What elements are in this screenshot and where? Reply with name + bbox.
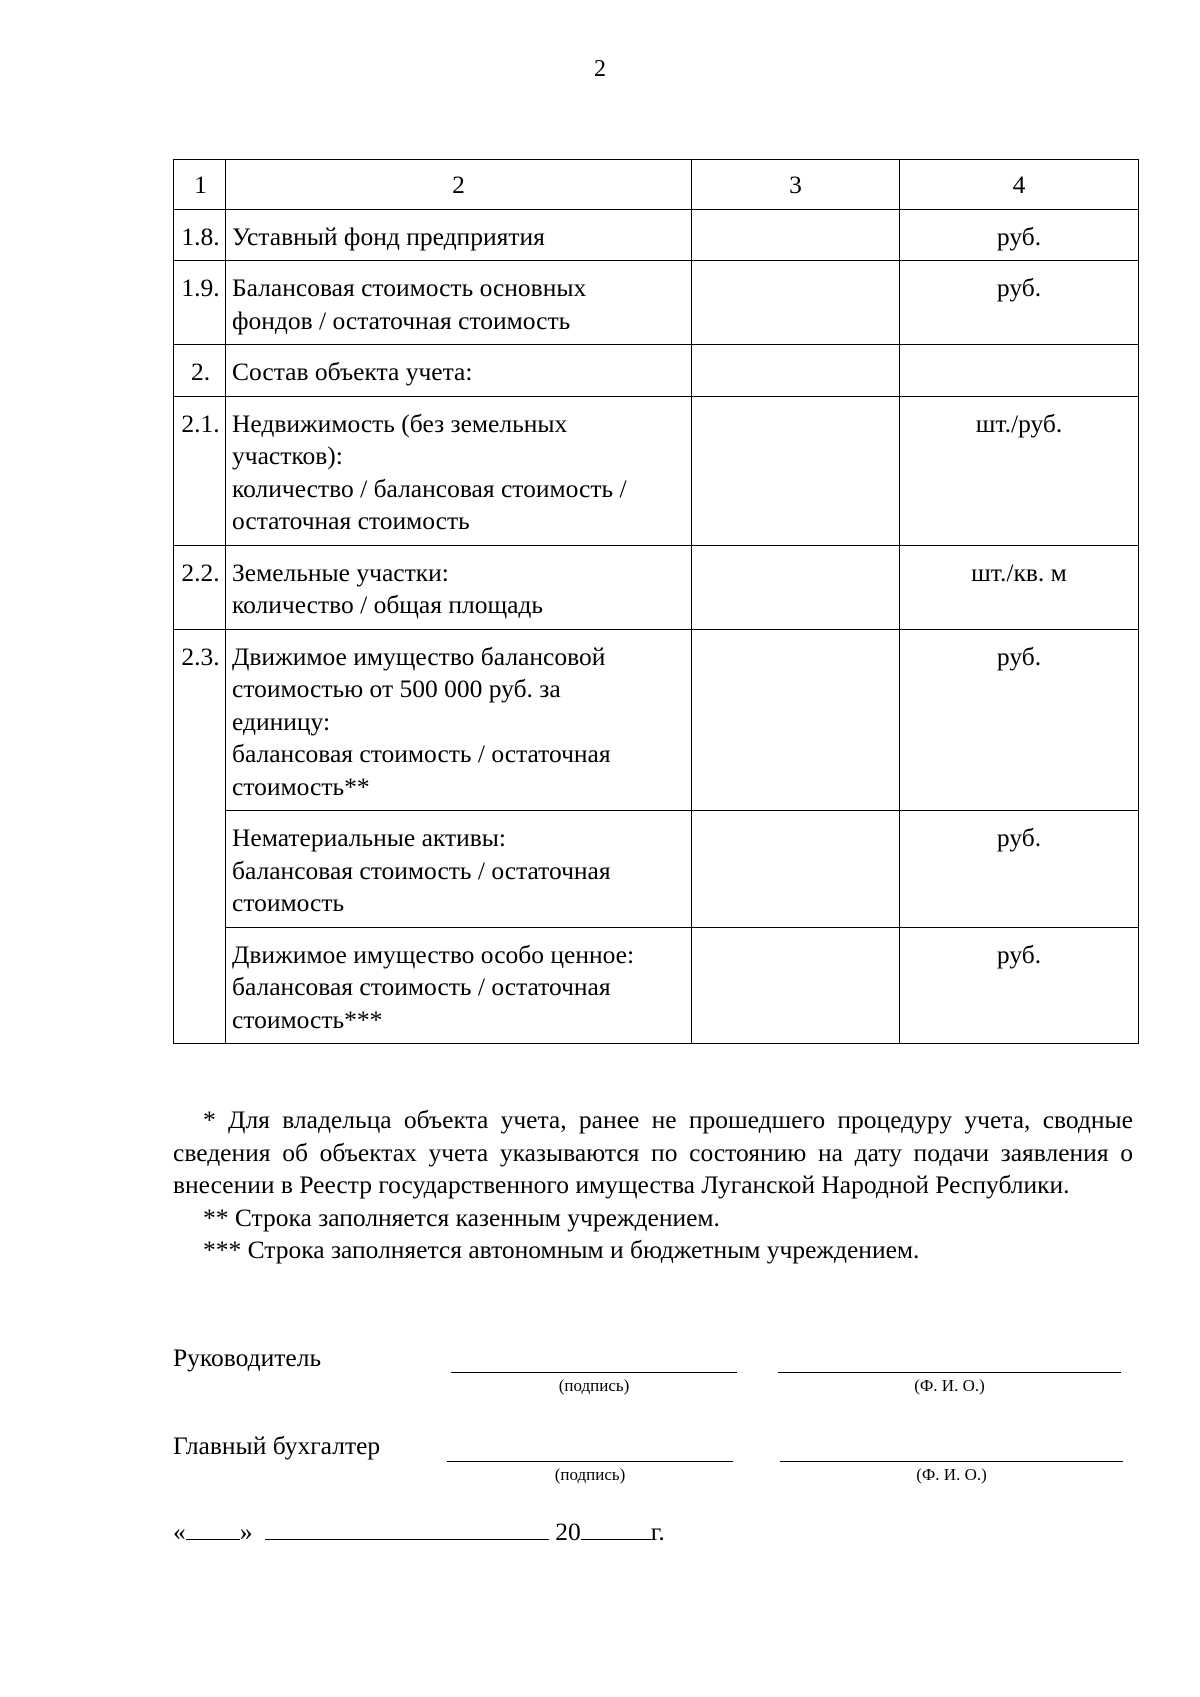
header-col-1: 1 [174,160,226,210]
footnote-3: *** Строка заполняется автономным и бюджетным учреждением. [203,1235,920,1264]
header-col-3: 3 [692,160,900,210]
row-name: Нематериальные активы: балансовая стоимость / остаточная стоимость [226,811,692,928]
row-number: 2.1. [174,396,226,545]
row-value [692,209,900,261]
accountant-signature-caption: (подпись) [554,1465,626,1484]
footnote-2: ** Строка заполняется казенным учреждением. [203,1202,720,1232]
row-name: Недвижимость (без земельных участков): количество / балансовая стоимость / остаточная стоимость [226,396,692,545]
head-name-line[interactable] [778,1372,1121,1373]
table-row [174,261,1139,345]
table-header-row [174,160,1139,210]
row-name: Состав объекта учета: [226,345,692,397]
row-unit: шт./кв. м [900,545,1139,629]
row-value [692,261,900,345]
row-number: 2. [174,345,226,397]
row-unit: руб. [900,811,1139,928]
accountant-name-caption: (Ф. И. О.) [916,1465,987,1484]
year-prefix: 20 [555,1517,581,1546]
header-col-2: 2 [226,160,692,210]
row-value [692,345,900,397]
head-signature-caption: (подпись) [558,1376,630,1395]
row-number: 2.2. [174,545,226,629]
head-signature-line[interactable] [451,1372,737,1373]
row-name: Движимое имущество балансовой стоимостью от 500 000 руб. за единицу: балансовая стоимость / остаточная стоимость** [226,629,692,811]
row-unit: шт./руб. [900,396,1139,545]
table-row [174,209,1139,261]
row-unit [900,345,1139,397]
row-name: Движимое имущество особо ценное: балансовая стоимость / остаточная стоимость*** [226,927,692,1044]
row-unit: руб. [900,209,1139,261]
year-suffix: г. [650,1517,665,1546]
table-row [174,396,1139,545]
table-row [174,545,1139,629]
month-blank[interactable] [265,1517,549,1540]
row-name: Уставный фонд предприятия [226,209,692,261]
head-name-caption: (Ф. И. О.) [914,1376,985,1395]
register-table [173,159,1139,1044]
accountant-label: Главный бухгалтер [173,1431,381,1460]
row-unit: руб. [900,261,1139,345]
head-label: Руководитель [173,1343,322,1372]
footnotes [173,1104,1133,1267]
page-number: 2 [594,56,606,82]
row-unit: руб. [900,927,1139,1044]
row-value [692,396,900,545]
row-value [692,927,900,1044]
row-number: 1.9. [174,261,226,345]
date-open-quote: « [173,1517,186,1546]
row-name: Балансовая стоимость основных фондов / остаточная стоимость [226,261,692,345]
row-unit: руб. [900,629,1139,811]
row-name: Земельные участки: количество / общая площадь [226,545,692,629]
row-number: 2.3. [174,629,226,1044]
table-row [174,927,1139,1044]
row-value [692,811,900,928]
date-line [173,1517,665,1547]
date-close-quote: » [239,1517,253,1546]
row-number: 1.8. [174,209,226,261]
table-row [174,811,1139,928]
accountant-name-line[interactable] [780,1461,1123,1462]
day-blank[interactable] [186,1517,240,1540]
table-row [174,345,1139,397]
accountant-signature-line[interactable] [447,1461,733,1462]
row-value [692,545,900,629]
header-col-4: 4 [900,160,1139,210]
row-value [692,629,900,811]
year-blank[interactable] [581,1517,651,1540]
footnote-1: * Для владельца объекта учета, ранее не прошедшего процедуру учета, сводные сведения об объектах учета указываются по состоянию на дату подачи заявления о внесении в Реестр государственного имущества Луганской Народной Республики. [173,1105,1133,1199]
table-row [174,629,1139,811]
